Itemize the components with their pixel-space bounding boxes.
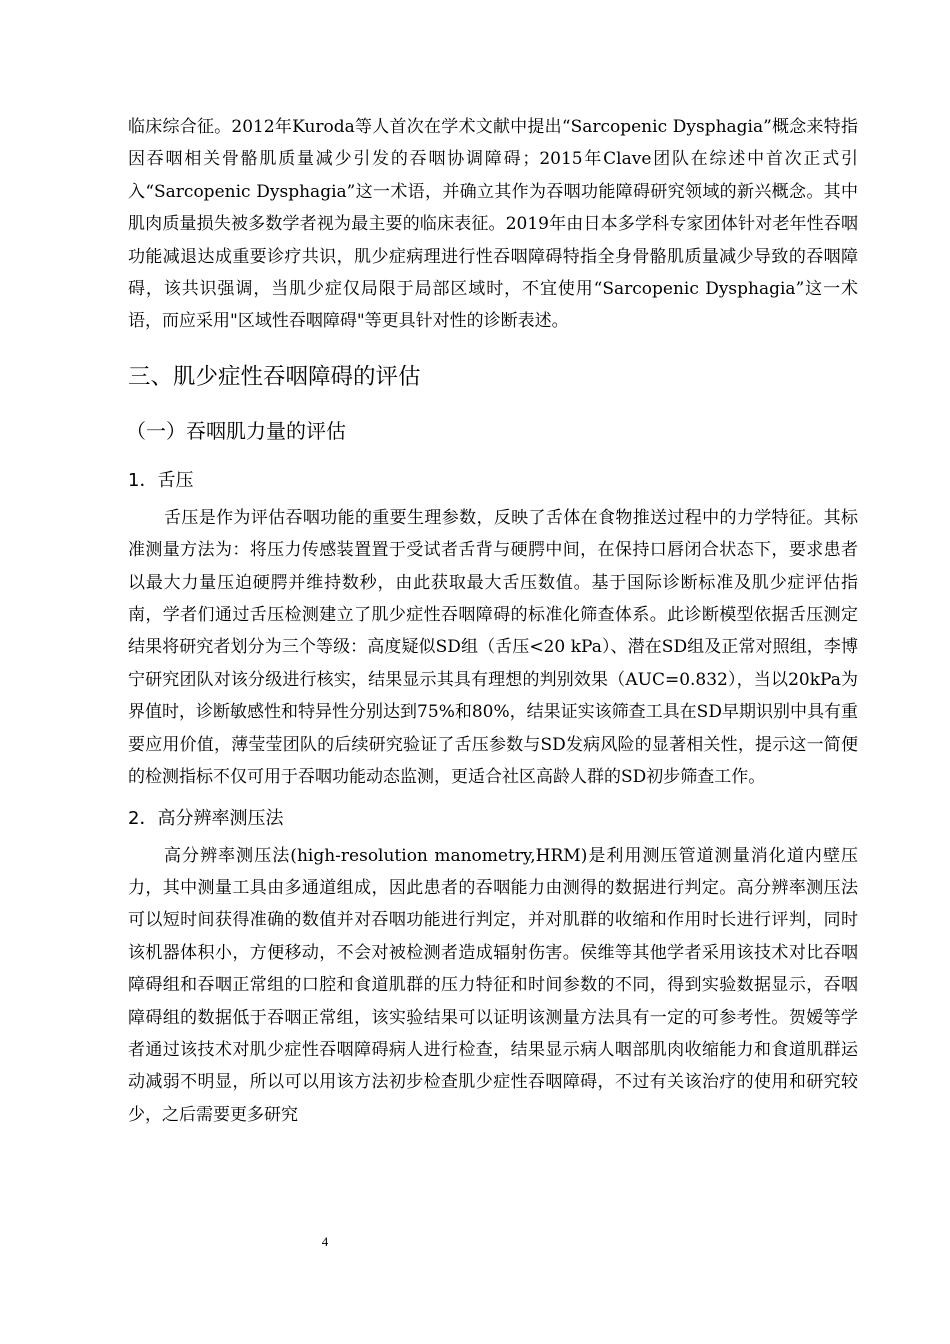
item-heading-tongue-pressure: 1．舌压 <box>128 469 194 491</box>
subsection-heading-swallow-muscle-strength: （一）吞咽肌力量的评估 <box>126 418 346 443</box>
hrm-paragraph: 高分辨率测压法(high-resolution manometry,HRM)是利用测压管道测量消化道内壁压力，其中测量工具由多通道组成，因此患者的吞咽能力由测得的数据进行判定。高分辨率测压法可以短时间获得准确的数值并对吞咽功能进行判定，并对肌群的收缩和作用时长进行评判，同时该机器体积小，方便移动，不会对被检测者造成辐射伤害。侯维等其他学者采用该技术对比吞咽障碍组和吞咽正常组的口腔和食道肌群的压力特征和时间参数的不同，得到实验数据显示，吞咽障碍组的数据低于吞咽正常组，该实验结果可以证明该测量方法具有一定的可参考性。贺嫒等学者通过该技术对肌少症性吞咽障碍病人进行检查，结果显示病人咽部肌肉收缩能力和食道肌群运动减弱不明显，所以可以用该方法初步检查肌少症性吞咽障碍，不过有关该治疗的使用和研究较少，之后需要更多研究 <box>128 845 858 1125</box>
page-number: 4 <box>321 1234 329 1249</box>
tongue-pressure-paragraph: 舌压是作为评估吞咽功能的重要生理参数，反映了舌体在食物推送过程中的力学特征。其标准测量方法为：将压力传感装置置于受试者舌背与硬腭中间，在保持口唇闭合状态下，要求患者以最大力量压迫硬腭并维持数秒，由此获取最大舌压数值。基于国际诊断标准及肌少症评估指南，学者们通过舌压检测建立了肌少症性吞咽障碍的标准化筛查体系。此诊断模型依据舌压测定结果将研究者划分为三个等级：高度疑似SD组（舌压<20 kPa）、潜在SD组及正常对照组，李博宁研究团队对该分级进行核实，结果显示其具有理想的判别效果（AUC=0.832），当以20kPa为界值时，诊断敏感性和特异性分别达到75%和80%，结果证实该筛查工具在SD早期识别中具有重要应用价值，薄莹莹团队的后续研究验证了舌压参数与SD发病风险的显著相关性，提示这一简便的检测指标不仅可用于吞咽功能动态监测，更适合社区高龄人群的SD初步筛查工作。 <box>128 507 858 788</box>
page-body <box>128 111 858 1131</box>
section-heading-assessment: 三、肌少症性吞咽障碍的评估 <box>128 363 421 390</box>
item-heading-hrm: 2．高分辨率测压法 <box>128 807 284 829</box>
intro-continuation-paragraph: 临床综合征。2012年Kuroda等人首次在学术文献中提出“Sarcopenic Dysphagia”概念来特指因吞咽相关骨骼肌质量减少引发的吞咽协调障碍；2015年Clave团队在综述中首次正式引入“Sarcopenic Dysphagia”这一术语，并确立其作为吞咽功能障碍研究领域的新兴概念。其中肌肉质量损失被多数学者视为最主要的临床表征。2019年由日本多学科专家团体针对老年性吞咽功能减退达成重要诊疗共识，肌少症病理进行性吞咽障碍特指全身骨骼肌质量减少导致的吞咽障碍，该共识强调，当肌少症仅局限于局部区域时，不宜使用“Sarcopenic Dysphagia”这一术语，而应采用"区域性吞咽障碍"等更具针对性的诊断表述。 <box>128 117 858 332</box>
